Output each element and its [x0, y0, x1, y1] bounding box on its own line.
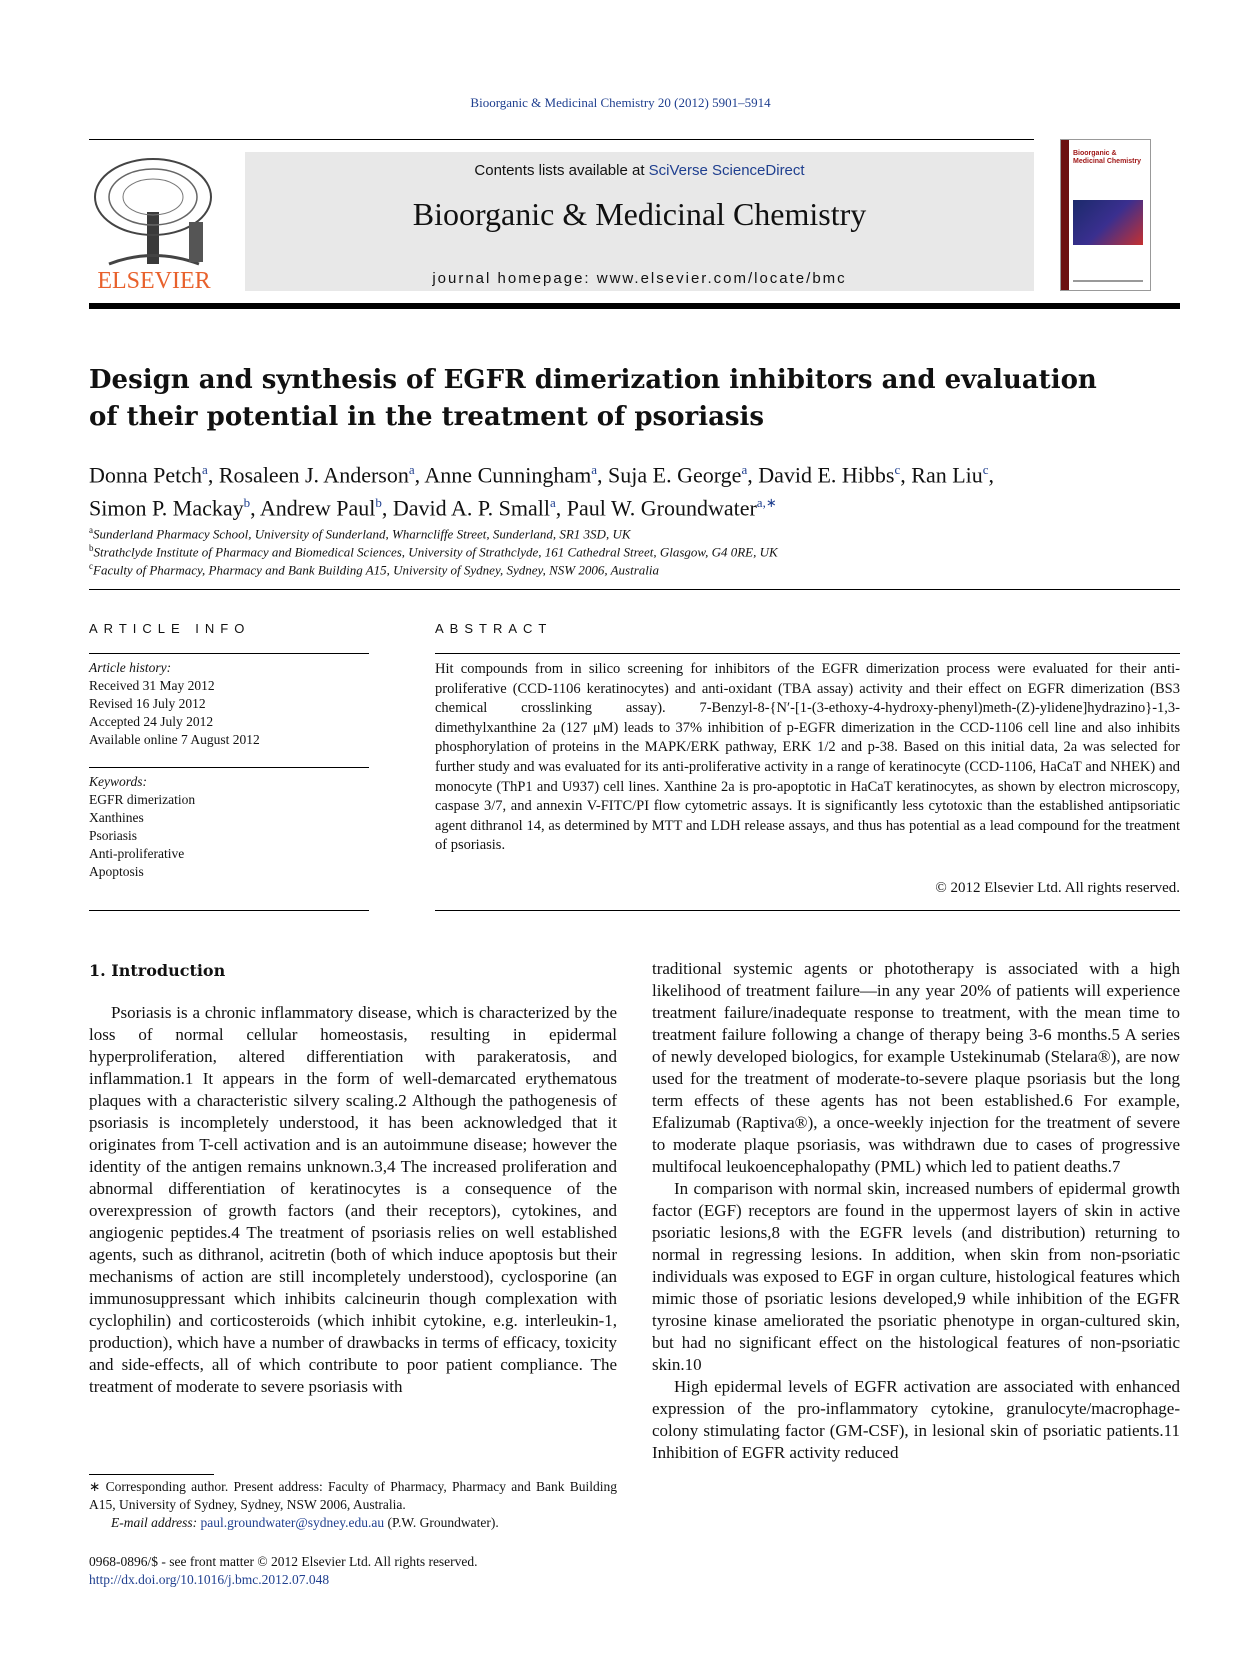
article-info-bottom-rule	[89, 910, 369, 911]
article-title	[89, 362, 1139, 436]
author-affil-mark[interactable]: b	[243, 495, 251, 511]
author-affil-mark[interactable]: a	[408, 462, 415, 477]
article-title-line2: of their potential in the treatment of psoriasis	[89, 402, 765, 432]
affil-mark: b	[89, 543, 94, 553]
intro-paragraph-1: Psoriasis is a chronic inflammatory disease, which is characterized by the loss of normal cellular homeostasis, resulting in epidermal hyperproliferation, altered differentiation with parakeratosis, and inflammation.1 It appears in the form of well-demarcated erythematous plaques with a characteristic silvery scaling.2 Although the pathogenesis of psoriasis is incompletely understood, it has been acknowledged that it originates from T-cell activation and is an autoimmune disease; however the identity of the antigen remains unknown.3,4 The increased proliferation and abnormal differentiation of keratinocytes is a consequence of the overexpression of growth factors (and their receptors), cytokines, and angiogenic peptides.4 The treatment of psoriasis relies on well established agents, such as dithranol, acitretin (both of which induce apoptosis but their mechanisms of action are still incompletely understood), cyclosporine (an immunosuppressant which inhibits calcineurin though complexation with cyclophilin) and corticosteroids (which inhibit cytokine, e.g. interleukin-1, production), which have a number of drawbacks in terms of efficacy, toxicity and side-effects, all of which contribute to poor patient compliance. The treatment of moderate to severe psoriasis with	[89, 1003, 617, 1396]
email-suffix: (P.W. Groundwater).	[384, 1515, 499, 1530]
affiliation-a	[89, 525, 1180, 542]
keyword: Anti-proliferative	[89, 846, 185, 861]
keyword: EGFR dimerization	[89, 792, 196, 807]
contents-prefix: Contents lists available at	[474, 162, 649, 179]
keywords-rule	[89, 767, 369, 768]
author-affil-mark[interactable]: a	[741, 462, 748, 477]
journal-banner	[245, 152, 1034, 291]
author-affil-mark[interactable]: b	[375, 495, 382, 511]
section-heading-introduction: 1. Introduction	[89, 961, 226, 980]
journal-homepage[interactable]: journal homepage: www.elsevier.com/locate/bmc	[432, 270, 847, 287]
author-name: David E. Hibbs	[758, 462, 895, 488]
body-left-column	[89, 1002, 617, 1398]
article-info-rule	[89, 653, 369, 654]
running-citation[interactable]: Bioorganic & Medicinal Chemistry 20 (2012) 5901–5914	[470, 95, 771, 110]
author-name: Simon P. Mackay	[89, 495, 244, 521]
section-rule	[89, 589, 1180, 590]
online-date: Available online 7 August 2012	[89, 732, 260, 747]
elsevier-logo[interactable]	[89, 152, 219, 292]
affiliation-c	[89, 561, 1180, 578]
author-name: David A. P. Small	[392, 495, 550, 521]
article-title-line1: Design and synthesis of EGFR dimerization inhibitors and evaluation	[89, 365, 1097, 395]
affil-text: Strathclyde Institute of Pharmacy and Biomedical Sciences, University of Strathclyde, 161 Cathedral Street, Glasgow, G4 0RE, UK	[93, 544, 778, 560]
corresponding-author-footnote	[89, 1478, 617, 1532]
author-affil-mark[interactable]: c	[982, 462, 989, 477]
cover-spine	[1061, 140, 1069, 290]
history-label: Article history:	[89, 660, 172, 675]
received-date: Received 31 May 2012	[89, 678, 215, 693]
author-affil-mark[interactable]: a	[202, 462, 208, 477]
author-name: Suja E. George	[608, 462, 742, 488]
footnote-rule	[89, 1474, 214, 1475]
journal-cover-thumbnail[interactable]	[1060, 139, 1151, 291]
author-affil-mark[interactable]: c	[894, 462, 901, 477]
affil-text: Faculty of Pharmacy, Pharmacy and Bank Building A15, University of Sydney, Sydney, NSW 2006, Australia	[93, 562, 660, 578]
author-name: Donna Petch	[89, 462, 203, 488]
keyword: Psoriasis	[89, 828, 138, 843]
corresponding-text: ∗ Corresponding author. Present address: Faculty of Pharmacy, Pharmacy and Bank Building A15, University of Sydney, Sydney, NSW 2006, Australia.	[89, 1479, 617, 1512]
author-list	[89, 456, 1189, 523]
contents-line	[245, 162, 1034, 179]
author-email-link[interactable]: paul.groundwater@sydney.edu.au	[200, 1515, 385, 1530]
elsevier-wordmark: ELSEVIER	[97, 268, 211, 294]
cover-footer-mark	[1073, 280, 1143, 282]
issn-line: 0968-0896/$ - see front matter © 2012 Elsevier Ltd. All rights reserved.	[89, 1554, 478, 1569]
affil-mark: c	[89, 561, 93, 571]
author-affil-mark[interactable]: a	[591, 462, 598, 477]
keywords-label: Keywords:	[89, 774, 147, 789]
body-right-column	[652, 958, 1180, 1464]
keyword: Xanthines	[89, 810, 144, 825]
author-name: Anne Cunningham	[424, 462, 592, 488]
author-name: Andrew Paul	[259, 495, 376, 521]
journal-title: Bioorganic & Medicinal Chemistry	[412, 196, 867, 232]
revised-date: Revised 16 July 2012	[89, 696, 206, 711]
abstract-rule	[435, 653, 1180, 654]
abstract-heading: ABSTRACT	[435, 621, 553, 636]
authors-line2: Simon P. Mackay$^b$, Andrew Paul$^b$, David A. P. Small$^a$, Paul W. Groundwater$^{a,∗}$	[89, 495, 777, 521]
cover-image	[1073, 200, 1143, 245]
author-name: Ran Liu	[911, 462, 983, 488]
article-history	[89, 659, 369, 749]
intro-paragraph-4: High epidermal levels of EGFR activation are associated with enhanced expression of the pro-inflammatory cytokine, granulocyte/macrophage-colony stimulating factor (GM-CSF), in lesional skin of psoriatic patients.11 Inhibition of EGFR activity reduced	[652, 1377, 1180, 1462]
affiliation-b	[89, 543, 1180, 560]
sciencedirect-link[interactable]: SciVerse ScienceDirect	[648, 162, 805, 179]
author-affil-mark[interactable]: a	[549, 495, 556, 511]
header-thick-rule	[89, 303, 1180, 309]
header-rule	[89, 139, 1034, 140]
accepted-date: Accepted 24 July 2012	[89, 714, 214, 729]
affil-mark: a	[89, 525, 93, 535]
keywords-block	[89, 773, 369, 881]
abstract-copyright: © 2012 Elsevier Ltd. All rights reserved.	[935, 880, 1180, 896]
abstract-bottom-rule	[435, 910, 1180, 911]
author-affil-mark[interactable]: a,∗	[756, 495, 777, 511]
cover-title: Bioorganic & Medicinal Chemistry	[1073, 150, 1142, 165]
email-label: E-mail address:	[111, 1515, 201, 1530]
doi-link[interactable]: http://dx.doi.org/10.1016/j.bmc.2012.07.048	[89, 1572, 330, 1587]
intro-paragraph-3: In comparison with normal skin, increased numbers of epidermal growth factor (EGF) receptors are found in the uppermost layers of skin in active psoriatic lesions,8 with the EGFR levels (and distribution) returning to normal in regressing lesions. In addition, when skin from non-psoriatic individuals was exposed to EGF in organ culture, histological features which mimic those of psoriatic lesions developed,9 while inhibition of the EGFR tyrosine kinase ameliorated the psoriatic phenotype in organ-cultured skin, but had no significant effect on the histological features of non-psoriatic skin.10	[652, 1179, 1180, 1374]
article-info-heading: ARTICLE INFO	[89, 621, 251, 636]
keyword: Apoptosis	[89, 864, 144, 879]
author-name: Paul W. Groundwater	[566, 495, 757, 521]
authors-line1: Donna Petch$^a$, Rosaleen J. Anderson$^a$, Anne Cunningham$^a$, Suja E. George$^a$, David E. Hibbs$^c$, Ran Liu$^c$,	[89, 462, 995, 488]
email-line	[89, 1514, 617, 1532]
page-bottom-info	[89, 1553, 478, 1589]
abstract-text: Hit compounds from in silico screening for inhibitors of the EGFR dimerization process were evaluated for their anti-proliferative (CCD-1106 keratinocytes) and anti-oxidant (TBA assay) activity and their effect on EGFR dimerization (BS3 chemical crosslinking assay). 7-Benzyl-8-{N′-[1-(3-ethoxy-4-hydroxy-phenyl)meth-(Z)-ylidene]hydrazino}-1,3-dimethylxanthine 2a (127 μM) leads to 37% inhibition of p-EGFR dimerization in the CCD-1106 cell line and also inhibits phosphorylation of proteins in the MAPK/ERK pathway, ERK 1/2 and p-38. Based on this initial data, 2a was selected for further study and was evaluated for its anti-proliferative activity in a range of keratinocyte (CCD-1106, HaCaT and NHEK) and monocyte (ThP1 and U937) cell lines. Xanthine 2a is pro-apoptotic in HaCaT keratinocytes, as shown by electron microscopy, caspase 3/7, and annexin V-FITC/PI flow cytometric assays. It is significantly less cytotoxic than the established antipsoriatic agent dithranol 14, as determined by MTT and LDH release assays, and thus has potential as a lead compound for the treatment of psoriasis.	[435, 661, 1180, 854]
affil-text: Sunderland Pharmacy School, University of Sunderland, Wharncliffe Street, Sunderland, SR1 3SD, UK	[93, 526, 631, 542]
intro-paragraph-2: traditional systemic agents or phototherapy is associated with a high likelihood of treatment failure—in any year 20% of patients will experience treatment failure/inadequate response to treatment, with the mean time to treatment failure following a change of therapy being 3-6 months.5 A series of newly developed biologics, for example Ustekinumab (Stelara®), are now used for the treatment of moderate-to-severe plaque psoriasis but the long term effects of these agents has not been established.6 For example, Efalizumab (Raptiva®), a once-weekly injection for the treatment of severe to moderate plaque psoriasis, was withdrawn due to cases of progressive multifocal leukoencephalopathy (PML) which led to patient deaths.7	[652, 959, 1180, 1176]
author-name: Rosaleen J. Anderson	[218, 462, 409, 488]
